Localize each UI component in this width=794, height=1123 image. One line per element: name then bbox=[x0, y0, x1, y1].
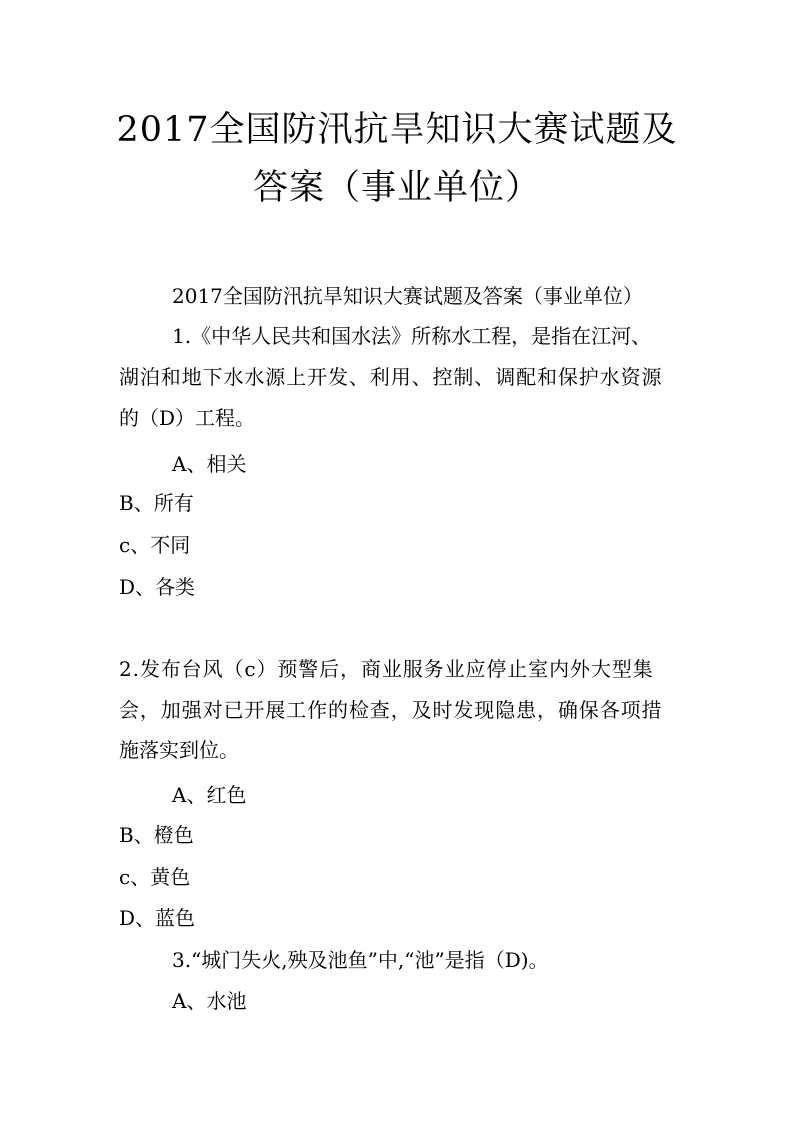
document-title-line-1: 2017全国防汛抗旱知识大赛试题及 bbox=[116, 110, 678, 150]
question-1-option-d: D、各类 bbox=[119, 575, 196, 599]
question-1-option-a: A、相关 bbox=[172, 452, 247, 476]
question-2-line-3: 施落实到位。 bbox=[119, 738, 239, 762]
question-2-line-2: 会，加强对已开展工作的检查，及时发现隐患，确保各项措 bbox=[119, 698, 663, 722]
question-1-line-1: 1.《中华人民共和国水法》所称水工程，是指在江河、 bbox=[172, 324, 652, 348]
question-2-option-d: D、蓝色 bbox=[119, 906, 196, 930]
question-1-line-3: 的（D）工程。 bbox=[119, 406, 256, 430]
document-title-line-2: 答案（事业单位） bbox=[252, 168, 541, 208]
question-3-line-1: 3.“城门失火,殃及池鱼”中,“池”是指（D)。 bbox=[172, 948, 549, 972]
question-1-option-c: c、不同 bbox=[119, 533, 191, 557]
question-1-line-2: 湖泊和地下水水源上开发、利用、控制、调配和保护水资源 bbox=[119, 365, 663, 389]
question-2-option-a: A、红色 bbox=[172, 783, 247, 807]
question-2-option-b: B、橙色 bbox=[119, 823, 194, 847]
question-2-option-c: c、黄色 bbox=[119, 865, 191, 889]
question-2-line-1: 2.发布台风（c）预警后，商业服务业应停止室内外大型集 bbox=[119, 657, 654, 681]
question-3-option-a: A、水池 bbox=[172, 989, 247, 1013]
question-1-option-b: B、所有 bbox=[119, 491, 194, 515]
document-subtitle: 2017全国防汛抗旱知识大赛试题及答案（事业单位） bbox=[172, 284, 643, 308]
